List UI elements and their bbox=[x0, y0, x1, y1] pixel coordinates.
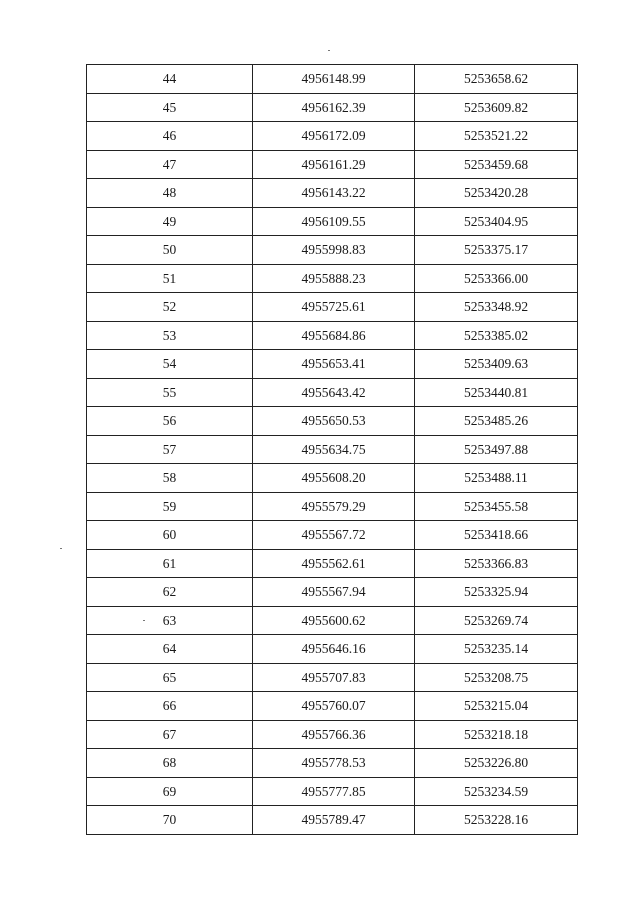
x-coordinate: 4955567.72 bbox=[253, 521, 415, 550]
x-coordinate: 4955567.94 bbox=[253, 578, 415, 607]
table-row bbox=[87, 749, 578, 778]
x-coordinate: 4955643.42 bbox=[253, 378, 415, 407]
x-coordinate: 4955650.53 bbox=[253, 407, 415, 436]
x-coordinate: 4955789.47 bbox=[253, 806, 415, 835]
table-row bbox=[87, 720, 578, 749]
table-row bbox=[87, 635, 578, 664]
table-row bbox=[87, 150, 578, 179]
table-row bbox=[87, 179, 578, 208]
table-row bbox=[87, 578, 578, 607]
table-row bbox=[87, 65, 578, 94]
point-number: 69 bbox=[87, 777, 253, 806]
x-coordinate: 4955653.41 bbox=[253, 350, 415, 379]
scan-speck bbox=[60, 548, 62, 549]
y-coordinate: 5253228.16 bbox=[415, 806, 578, 835]
point-number: 44 bbox=[87, 65, 253, 94]
point-number: 60 bbox=[87, 521, 253, 550]
x-coordinate: 4956143.22 bbox=[253, 179, 415, 208]
x-coordinate: 4955888.23 bbox=[253, 264, 415, 293]
table-row bbox=[87, 321, 578, 350]
x-coordinate: 4956148.99 bbox=[253, 65, 415, 94]
y-coordinate: 5253325.94 bbox=[415, 578, 578, 607]
x-coordinate: 4955600.62 bbox=[253, 606, 415, 635]
point-number: 52 bbox=[87, 293, 253, 322]
y-coordinate: 5253488.11 bbox=[415, 464, 578, 493]
table-row bbox=[87, 407, 578, 436]
point-number: 63 bbox=[87, 606, 253, 635]
point-number: 54 bbox=[87, 350, 253, 379]
point-number: 62 bbox=[87, 578, 253, 607]
table-row bbox=[87, 378, 578, 407]
point-number: 58 bbox=[87, 464, 253, 493]
point-number: 65 bbox=[87, 663, 253, 692]
y-coordinate: 5253218.18 bbox=[415, 720, 578, 749]
x-coordinate: 4955684.86 bbox=[253, 321, 415, 350]
point-number: 51 bbox=[87, 264, 253, 293]
point-number: 66 bbox=[87, 692, 253, 721]
point-number: 55 bbox=[87, 378, 253, 407]
y-coordinate: 5253234.59 bbox=[415, 777, 578, 806]
x-coordinate: 4955608.20 bbox=[253, 464, 415, 493]
y-coordinate: 5253658.62 bbox=[415, 65, 578, 94]
table-row bbox=[87, 806, 578, 835]
x-coordinate: 4956172.09 bbox=[253, 122, 415, 151]
y-coordinate: 5253440.81 bbox=[415, 378, 578, 407]
table-row bbox=[87, 264, 578, 293]
y-coordinate: 5253226.80 bbox=[415, 749, 578, 778]
y-coordinate: 5253375.17 bbox=[415, 236, 578, 265]
y-coordinate: 5253485.26 bbox=[415, 407, 578, 436]
point-number: 46 bbox=[87, 122, 253, 151]
x-coordinate: 4955725.61 bbox=[253, 293, 415, 322]
y-coordinate: 5253348.92 bbox=[415, 293, 578, 322]
y-coordinate: 5253269.74 bbox=[415, 606, 578, 635]
table-row bbox=[87, 692, 578, 721]
table-row bbox=[87, 207, 578, 236]
table-row bbox=[87, 236, 578, 265]
x-coordinate: 4956109.55 bbox=[253, 207, 415, 236]
y-coordinate: 5253366.00 bbox=[415, 264, 578, 293]
point-number: 70 bbox=[87, 806, 253, 835]
y-coordinate: 5253366.83 bbox=[415, 549, 578, 578]
point-number: 47 bbox=[87, 150, 253, 179]
x-coordinate: 4955634.75 bbox=[253, 435, 415, 464]
x-coordinate: 4955646.16 bbox=[253, 635, 415, 664]
table-row bbox=[87, 606, 578, 635]
coordinates-table bbox=[86, 64, 578, 835]
x-coordinate: 4955998.83 bbox=[253, 236, 415, 265]
table-row bbox=[87, 663, 578, 692]
point-number: 45 bbox=[87, 93, 253, 122]
y-coordinate: 5253208.75 bbox=[415, 663, 578, 692]
y-coordinate: 5253404.95 bbox=[415, 207, 578, 236]
x-coordinate: 4955766.36 bbox=[253, 720, 415, 749]
table-row bbox=[87, 93, 578, 122]
table-row bbox=[87, 350, 578, 379]
y-coordinate: 5253409.63 bbox=[415, 350, 578, 379]
point-number: 53 bbox=[87, 321, 253, 350]
point-number: 48 bbox=[87, 179, 253, 208]
y-coordinate: 5253385.02 bbox=[415, 321, 578, 350]
y-coordinate: 5253215.04 bbox=[415, 692, 578, 721]
x-coordinate: 4955579.29 bbox=[253, 492, 415, 521]
x-coordinate: 4955760.07 bbox=[253, 692, 415, 721]
y-coordinate: 5253497.88 bbox=[415, 435, 578, 464]
table-row bbox=[87, 464, 578, 493]
y-coordinate: 5253418.66 bbox=[415, 521, 578, 550]
table-row bbox=[87, 549, 578, 578]
point-number: 57 bbox=[87, 435, 253, 464]
y-coordinate: 5253235.14 bbox=[415, 635, 578, 664]
table-row bbox=[87, 122, 578, 151]
point-number: 64 bbox=[87, 635, 253, 664]
table-row bbox=[87, 777, 578, 806]
scan-speck bbox=[328, 50, 330, 51]
coordinates-table-body bbox=[87, 65, 578, 835]
table-row bbox=[87, 293, 578, 322]
point-number: 67 bbox=[87, 720, 253, 749]
point-number: 59 bbox=[87, 492, 253, 521]
point-number: 50 bbox=[87, 236, 253, 265]
x-coordinate: 4955778.53 bbox=[253, 749, 415, 778]
table-row bbox=[87, 492, 578, 521]
point-number: 56 bbox=[87, 407, 253, 436]
y-coordinate: 5253420.28 bbox=[415, 179, 578, 208]
table-row bbox=[87, 521, 578, 550]
x-coordinate: 4956162.39 bbox=[253, 93, 415, 122]
x-coordinate: 4955777.85 bbox=[253, 777, 415, 806]
y-coordinate: 5253521.22 bbox=[415, 122, 578, 151]
point-number: 61 bbox=[87, 549, 253, 578]
point-number: 49 bbox=[87, 207, 253, 236]
y-coordinate: 5253455.58 bbox=[415, 492, 578, 521]
y-coordinate: 5253459.68 bbox=[415, 150, 578, 179]
x-coordinate: 4955707.83 bbox=[253, 663, 415, 692]
point-number: 68 bbox=[87, 749, 253, 778]
x-coordinate: 4956161.29 bbox=[253, 150, 415, 179]
y-coordinate: 5253609.82 bbox=[415, 93, 578, 122]
table-row bbox=[87, 435, 578, 464]
x-coordinate: 4955562.61 bbox=[253, 549, 415, 578]
